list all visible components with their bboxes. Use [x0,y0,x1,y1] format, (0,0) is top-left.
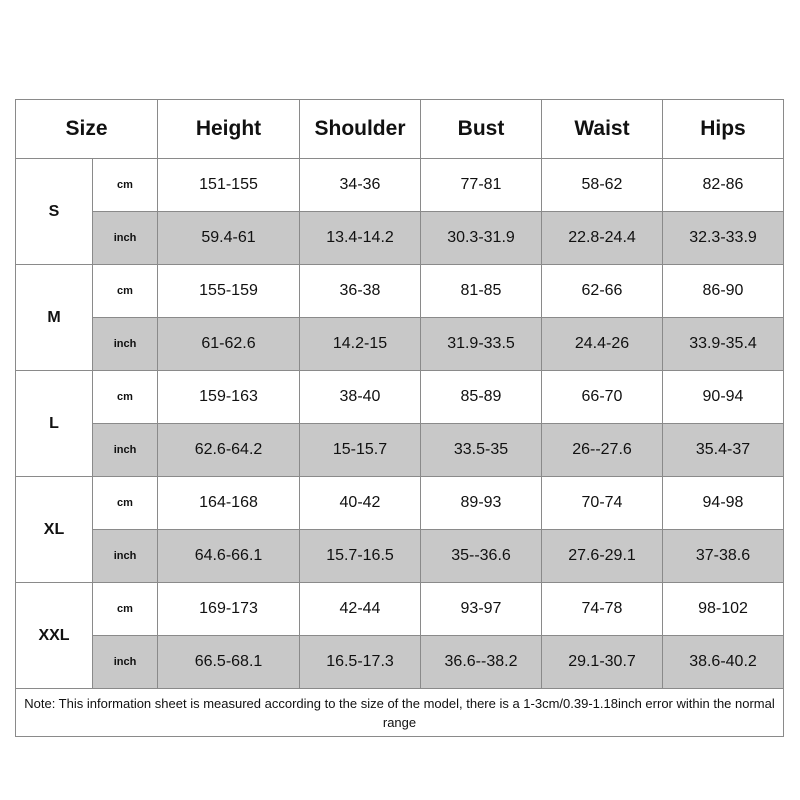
bust-value: 31.9-33.5 [421,318,542,371]
size-label: L [16,371,93,477]
unit-label-inch: inch [93,212,158,265]
table-row-cm [16,159,784,212]
waist-value: 70-74 [542,477,663,530]
waist-value: 74-78 [542,583,663,636]
bust-value: 33.5-35 [421,424,542,477]
waist-value: 24.4-26 [542,318,663,371]
shoulder-value: 15.7-16.5 [300,530,421,583]
bust-value: 81-85 [421,265,542,318]
table-row-inch [16,212,784,265]
unit-label-inch: inch [93,636,158,689]
size-label: M [16,265,93,371]
bust-value: 77-81 [421,159,542,212]
shoulder-value: 36-38 [300,265,421,318]
height-value: 151-155 [158,159,300,212]
header-waist: Waist [542,100,663,159]
shoulder-value: 16.5-17.3 [300,636,421,689]
shoulder-value: 42-44 [300,583,421,636]
table-row-cm [16,265,784,318]
waist-value: 62-66 [542,265,663,318]
unit-label-inch: inch [93,530,158,583]
unit-label-inch: inch [93,424,158,477]
hips-value: 90-94 [663,371,784,424]
table-row-cm [16,583,784,636]
unit-label-cm: cm [93,265,158,318]
unit-label-cm: cm [93,371,158,424]
shoulder-value: 13.4-14.2 [300,212,421,265]
shoulder-value: 15-15.7 [300,424,421,477]
size-label: XL [16,477,93,583]
shoulder-value: 34-36 [300,159,421,212]
header-shoulder: Shoulder [300,100,421,159]
bust-value: 85-89 [421,371,542,424]
height-value: 62.6-64.2 [158,424,300,477]
bust-value: 93-97 [421,583,542,636]
height-value: 64.6-66.1 [158,530,300,583]
hips-value: 38.6-40.2 [663,636,784,689]
table-row-inch [16,636,784,689]
header-size: Size [16,100,158,159]
waist-value: 66-70 [542,371,663,424]
table-row-inch [16,530,784,583]
waist-value: 58-62 [542,159,663,212]
unit-label-inch: inch [93,318,158,371]
unit-label-cm: cm [93,159,158,212]
height-value: 159-163 [158,371,300,424]
height-value: 66.5-68.1 [158,636,300,689]
size-label: S [16,159,93,265]
header-bust: Bust [421,100,542,159]
hips-value: 98-102 [663,583,784,636]
table-row-inch [16,424,784,477]
table-body [16,159,784,689]
height-value: 59.4-61 [158,212,300,265]
hips-value: 82-86 [663,159,784,212]
height-value: 155-159 [158,265,300,318]
header-height: Height [158,100,300,159]
hips-value: 37-38.6 [663,530,784,583]
hips-value: 35.4-37 [663,424,784,477]
table-row-inch [16,318,784,371]
size-label: XXL [16,583,93,689]
table-row-cm [16,371,784,424]
waist-value: 29.1-30.7 [542,636,663,689]
shoulder-value: 38-40 [300,371,421,424]
hips-value: 33.9-35.4 [663,318,784,371]
bust-value: 35--36.6 [421,530,542,583]
note-row [16,689,784,737]
height-value: 169-173 [158,583,300,636]
measurement-note: Note: This information sheet is measured according to the size of the model, there is a 1-3cm/0.39-1.18inch error within the normal range [16,689,784,737]
hips-value: 94-98 [663,477,784,530]
bust-value: 89-93 [421,477,542,530]
hips-value: 32.3-33.9 [663,212,784,265]
size-chart-table [15,99,784,737]
header-row [16,100,784,159]
header-hips: Hips [663,100,784,159]
table-row-cm [16,477,784,530]
shoulder-value: 14.2-15 [300,318,421,371]
height-value: 164-168 [158,477,300,530]
bust-value: 36.6--38.2 [421,636,542,689]
shoulder-value: 40-42 [300,477,421,530]
unit-label-cm: cm [93,583,158,636]
bust-value: 30.3-31.9 [421,212,542,265]
hips-value: 86-90 [663,265,784,318]
waist-value: 22.8-24.4 [542,212,663,265]
waist-value: 26--27.6 [542,424,663,477]
waist-value: 27.6-29.1 [542,530,663,583]
height-value: 61-62.6 [158,318,300,371]
unit-label-cm: cm [93,477,158,530]
